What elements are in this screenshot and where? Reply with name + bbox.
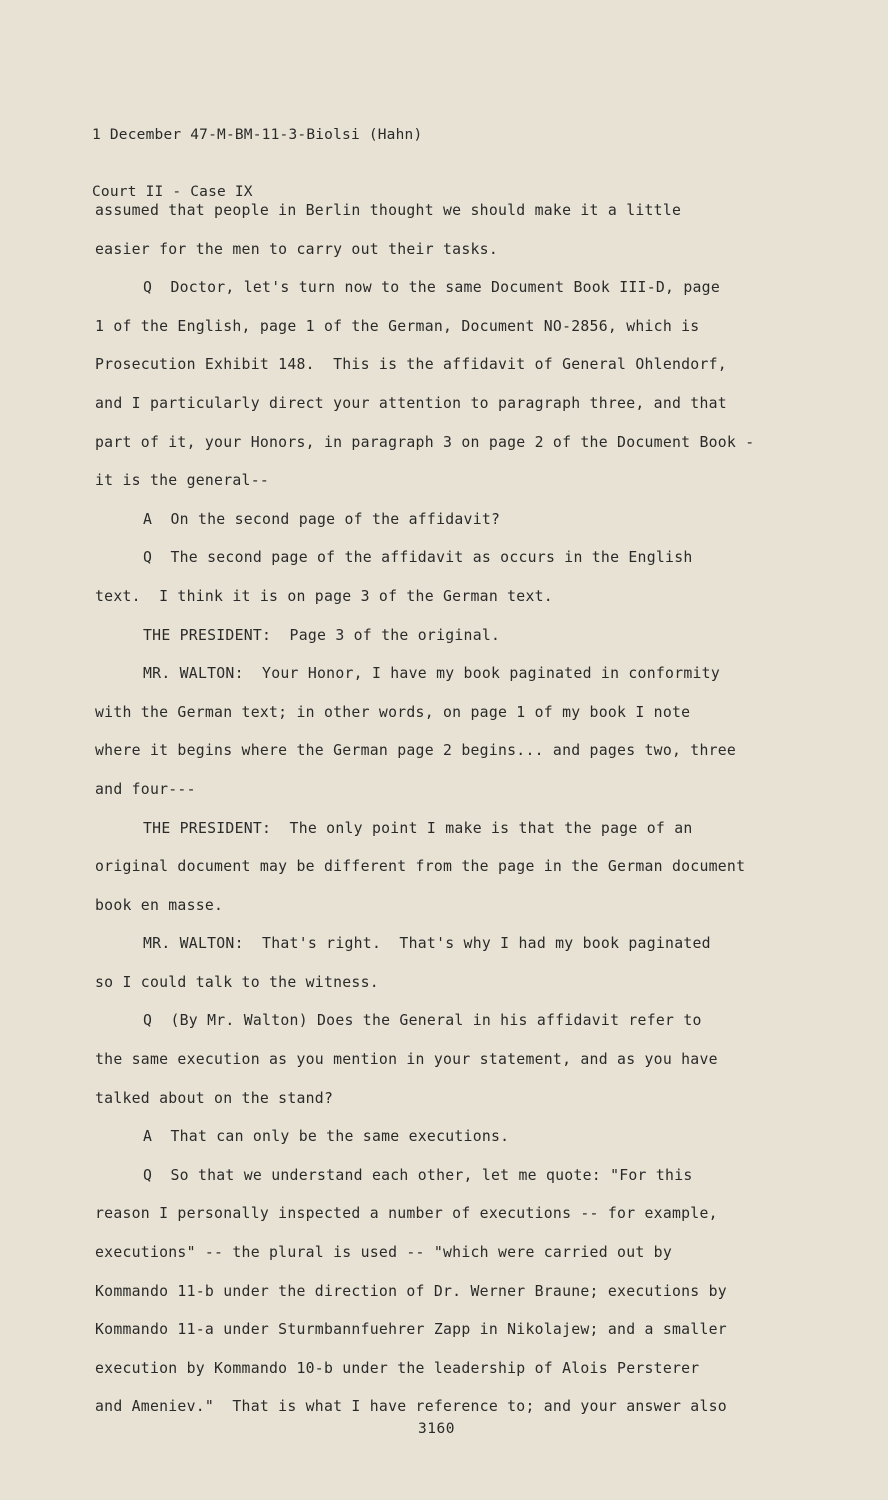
transcript-line: Kommando 11-a under Sturmbannfuehrer Zapp in Nikolajew; and a smaller xyxy=(95,1321,727,1339)
transcript-line: A That can only be the same executions. xyxy=(143,1128,510,1146)
transcript-line: where it begins where the German page 2 begins... and pages two, three xyxy=(95,742,737,760)
transcript-line: Prosecution Exhibit 148. This is the affidavit of General Ohlendorf, xyxy=(95,356,727,374)
transcript-line: it is the general-- xyxy=(95,472,270,490)
transcript-line: so I could talk to the witness. xyxy=(95,973,379,991)
transcript-line: original document may be different from the page in the German document xyxy=(95,858,746,876)
transcript-line: THE PRESIDENT: Page 3 of the original. xyxy=(143,626,501,644)
transcript-body xyxy=(95,198,795,1433)
page-number: 3160 xyxy=(418,1421,455,1437)
transcript-line: execution by Kommando 10-b under the leadership of Alois Persterer xyxy=(95,1359,700,1377)
transcript-line: book en masse. xyxy=(95,896,224,914)
transcript-line: A On the second page of the affidavit? xyxy=(143,510,501,528)
transcript-line: and Ameniev." That is what I have reference to; and your answer also xyxy=(95,1398,727,1416)
transcript-line: THE PRESIDENT: The only point I make is that the page of an xyxy=(143,819,693,837)
header-line-2: Court II - Case IX xyxy=(92,184,253,200)
transcript-line: assumed that people in Berlin thought we should make it a little xyxy=(95,202,682,219)
transcript-line: part of it, your Honors, in paragraph 3 on page 2 of the Document Book - xyxy=(95,433,755,451)
transcript-line: text. I think it is on page 3 of the German text. xyxy=(95,587,553,605)
transcript-line: 1 of the English, page 1 of the German, Document NO-2856, which is xyxy=(95,317,700,335)
transcript-line: Q So that we understand each other, let me quote: "For this xyxy=(143,1166,693,1184)
transcript-line: Q The second page of the affidavit as occurs in the English xyxy=(143,549,693,567)
transcript-line: MR. WALTON: Your Honor, I have my book paginated in conformity xyxy=(143,665,720,683)
transcript-line: MR. WALTON: That's right. That's why I had my book paginated xyxy=(143,935,711,953)
transcript-line: with the German text; in other words, on page 1 of my book I note xyxy=(95,703,691,721)
transcript-line: the same execution as you mention in your statement, and as you have xyxy=(95,1051,718,1069)
transcript-line: talked about on the stand? xyxy=(95,1089,334,1107)
header-line-1: 1 December 47-M-BM-11-3-Biolsi (Hahn) xyxy=(92,127,423,143)
transcript-line: easier for the men to carry out their tasks. xyxy=(95,240,498,258)
transcript-line: and four--- xyxy=(95,780,196,798)
transcript-line: and I particularly direct your attention to paragraph three, and that xyxy=(95,394,727,412)
transcript-line: executions" -- the plural is used -- "which were carried out by xyxy=(95,1244,672,1262)
transcript-line: Kommando 11-b under the direction of Dr. Werner Braune; executions by xyxy=(95,1282,727,1300)
transcript-line: reason I personally inspected a number of executions -- for example, xyxy=(95,1205,718,1223)
transcript-line: Q Doctor, let's turn now to the same Document Book III-D, page xyxy=(143,279,720,297)
transcript-line: Q (By Mr. Walton) Does the General in his affidavit refer to xyxy=(143,1012,702,1030)
